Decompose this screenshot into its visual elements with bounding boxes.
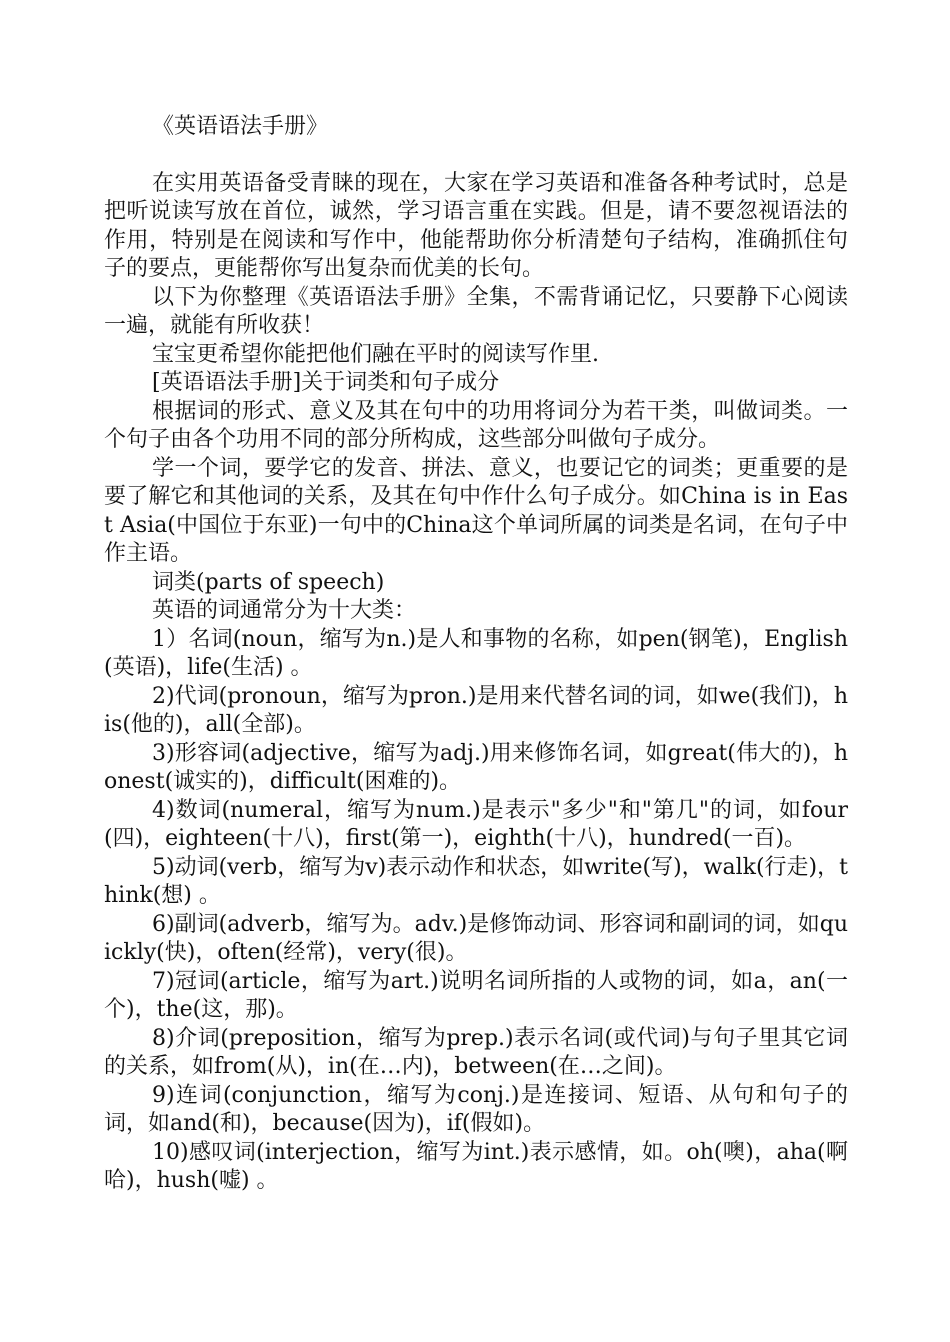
- list-item-adjective: 3)形容词(adjective，缩写为adj.)用来修饰名词，如great(伟大的)，honest(诚实的)，difficult(困难的)。: [104, 740, 848, 794]
- section-heading: [英语语法手册]关于词类和句子成分: [152, 370, 500, 395]
- list-item-preposition: 8)介词(preposition，缩写为prep.)表示名词(或代词)与句子里其它词的关系，如from(从)，in(在…内)，between(在…之间)。: [104, 1025, 848, 1079]
- list-item-article: 7)冠词(article，缩写为art.)说明名词所指的人或物的词，如a，an(一个)，the(这，那)。: [104, 968, 848, 1022]
- paragraph-collection-note: 以下为你整理《英语语法手册》全集，不需背诵记忆，只要静下心阅读一遍，就能有所收获！: [104, 284, 848, 338]
- subheading-parts-of-speech: 词类(parts of speech): [152, 569, 385, 595]
- list-item-interjection: 10)感叹词(interjection，缩写为int.)表示感情，如。oh(噢)，aha(啊哈)，hush(嘘) 。: [104, 1139, 848, 1193]
- list-item-pronoun: 2)代词(pronoun，缩写为pron.)是用来代替名词的词，如we(我们)，his(他的)，all(全部)。: [104, 683, 848, 737]
- list-item-verb: 5)动词(verb，缩写为v)表示动作和状态，如write(写)，walk(行走)，think(想) 。: [104, 854, 848, 908]
- list-item-numeral: 4)数词(numeral，缩写为num.)是表示"多少"和"第几"的词，如four(四)，eighteen(十八)，first(第一)，eighth(十八)，hundred(一百)。: [104, 797, 848, 851]
- paragraph-word-classes: 根据词的形式、意义及其在句中的功用将词分为若干类，叫做词类。一个句子由各个功用不同的部分所构成，这些部分叫做句子成分。: [104, 398, 848, 452]
- list-item-adverb: 6)副词(adverb，缩写为。adv.)是修饰动词、形容词和副词的词，如quickly(快)，often(经常)，very(很)。: [104, 911, 848, 965]
- document-title: 《英语语法手册》: [152, 114, 329, 139]
- list-item-conjunction: 9)连词(conjunction，缩写为conj.)是连接词、短语、从句和句子的词，如and(和)，because(因为)，if(假如)。: [104, 1082, 848, 1136]
- paragraph-hope: 宝宝更希望你能把他们融在平时的阅读写作里.: [152, 341, 599, 367]
- paragraph-ten-classes: 英语的词通常分为十大类：: [152, 598, 417, 623]
- list-item-noun: 1）名词(noun，缩写为n.)是人和事物的名称，如pen(钢笔)，English(英语)，life(生活) 。: [104, 626, 848, 680]
- paragraph-learning-words: 学一个词，要学它的发音、拼法、意义，也要记它的词类；更重要的是要了解它和其他词的关系，及其在句中作什么句子成分。如China is in East Asia(中国位于东亚)一句中的China这个单词所属的词类是名词，在句子中作主语。: [104, 455, 848, 566]
- paragraph-intro: 在实用英语备受青睐的现在，大家在学习英语和准备各种考试时，总是把听说读写放在首位，诚然，学习语言重在实践。但是，请不要忽视语法的作用，特别是在阅读和写作中，他能帮助你分析清楚句子结构，准确抓住句子的要点，更能帮你写出复杂而优美的长句。: [104, 170, 848, 281]
